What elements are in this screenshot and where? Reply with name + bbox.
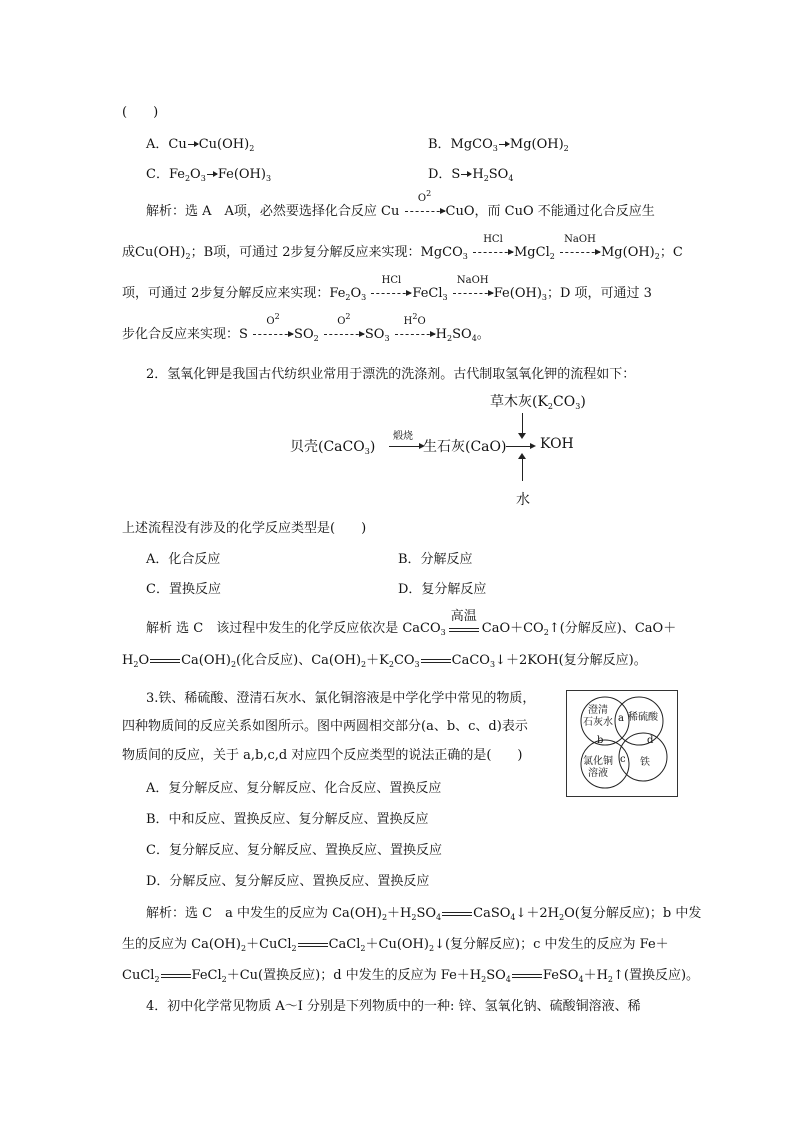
q4-stem: 4．初中化学常见物质 A～I 分别是下列物质中的一种: 锌、氢氧化钠、硫酸铜溶液、稀 <box>146 999 641 1014</box>
option-a: A．复分解反应、复分解反应、化合反应、置换反应 <box>146 781 442 796</box>
heat-equals-sign: 高温 <box>449 618 479 632</box>
venn-limewater: 澄清 石灰水 <box>583 705 613 728</box>
right-arrow-icon <box>389 446 421 447</box>
reaction-arrow: HCl <box>371 285 411 303</box>
q1-solution-line3: 项，可通过 2步复分解反应来实现：$Fe_2O_3$ HCl FeCl$_3$ NaOH $Fe(OH)_3$；D 项，可通过 3 <box>122 275 652 302</box>
option-a: A．Cu $Cu(OH)_2$ <box>146 137 255 153</box>
option-b: B．MgCO$_3$ $Mg(OH)_2$ <box>428 137 569 153</box>
flow-lime: 生石灰(CaO) <box>423 439 507 455</box>
option-b: B．分解反应 <box>398 552 473 567</box>
up-arrow-icon <box>522 457 523 481</box>
venn-iron: 铁 <box>640 757 650 768</box>
reaction-arrow: $O^2$ <box>253 326 293 344</box>
arrow-icon <box>499 144 509 145</box>
option-a: A．化合反应 <box>146 552 221 567</box>
option-c: C．置换反应 <box>146 582 221 597</box>
q2-solution-line2: $H_2O$ $Ca(OH)_2$(化合反应)、$Ca(OH)_2+K_2CO_3$ CaCO$_3$↓＋2KOH(复分解反应)。 <box>122 653 647 669</box>
venn-acid: 稀硫酸 <box>628 712 658 723</box>
option-c: C．复分解反应、复分解反应、置换反应、置换反应 <box>146 843 442 858</box>
q1-solution-line4: 步化合反应来实现：S $O^2$ $SO_2$ $O^2$ $SO_3$ $H^2O$ $H_2SO_4$。 <box>122 312 490 343</box>
venn-label-d: d <box>647 735 654 746</box>
q3-solution-line2: 生的反应为 $Ca(OH)_2+CuCl_2$ $CaCl_2+Cu(OH)_2↓$(复分解反应)；c 中发生的反应为 Fe＋ <box>122 937 669 953</box>
option-c: C．$Fe_2O_3$ $Fe(OH)_3$ <box>146 167 272 183</box>
flow-shell: 贝壳(CaCO$_3$) <box>290 439 376 456</box>
q3-venn-diagram <box>566 690 678 797</box>
option-b: B．中和反应、置换反应、复分解反应、置换反应 <box>146 812 429 827</box>
q3-solution-line1: 解析：选 C a 中发生的反应为 $Ca(OH)_2+H_2SO_4$ $CaSO_4↓+2H_2O$(复分解反应)；b 中发 <box>146 906 702 922</box>
option-d: D．S $H_2SO_4$ <box>428 167 514 183</box>
reaction-arrow: $O^2$ <box>405 203 445 221</box>
option-d: D．复分解反应 <box>398 582 487 597</box>
q2-flow-diagram <box>290 385 590 510</box>
q3-stem-line2: 四种物质间的反应关系如图所示。图中两圆相交部分(a、b、c、d)表示 <box>122 719 528 734</box>
arrow-icon <box>461 174 471 175</box>
q3-stem-line1: 3.铁、稀硫酸、澄清石灰水、氯化铜溶液是中学化学中常见的物质， <box>146 691 536 706</box>
reaction-arrow: $O^2$ <box>324 326 364 344</box>
reaction-arrow: NaOH <box>560 244 600 262</box>
q1-solution-line2: 成$Cu(OH)_2$；B项，可通过 2步复分解反应来实现：MgCO$_3$ HCl MgCl$_2$ NaOH $Mg(OH)_2$；C <box>122 234 683 261</box>
q1-solution-line1: 解析：选 A A项，必然要选择化合反应 Cu $O^2$ CuO，而 CuO 不能通过化合反应生 <box>146 189 655 219</box>
venn-label-c: c <box>620 754 626 765</box>
q3-stem-line3: 物质间的反应，关于 a,b,c,d 对应四个反应类型的说法正确的是( ) <box>122 748 523 763</box>
q2-stem: 2．氢氧化钾是我国古代纺织业常用于漂洗的洗涤剂。古代制取氢氧化钾的流程如下： <box>146 367 636 382</box>
reaction-arrow: $H^2O$ <box>395 326 435 344</box>
reaction-arrow: NaOH <box>453 285 493 303</box>
venn-label-b: b <box>597 735 604 746</box>
reaction-arrow: HCl <box>473 244 513 262</box>
venn-label-a: a <box>618 713 624 724</box>
q2-solution-line1: 解析 选 C 该过程中发生的化学反应依次是 CaCO$_3$ 高温 $CaO+CO_2↑$(分解反应)、CaO＋ <box>146 609 677 637</box>
right-arrow-icon <box>506 446 532 447</box>
venn-cucl2: 氯化铜 溶液 <box>583 756 613 779</box>
arrow-icon <box>207 174 217 175</box>
q2-question: 上述流程没有涉及的化学反应类型是( ) <box>122 521 367 536</box>
answer-paren: ( ) <box>122 105 159 120</box>
down-arrow-icon <box>522 413 523 435</box>
flow-ash: 草木灰$(K_2CO_3)$ <box>490 394 586 411</box>
flow-koh: KOH <box>540 436 574 452</box>
option-d: D．分解反应、复分解反应、置换反应、置换反应 <box>146 874 430 889</box>
flow-water: 水 <box>516 492 530 508</box>
arrow-icon <box>188 144 198 145</box>
flow-calcine-label: 煅烧 <box>393 431 413 442</box>
q3-solution-line3: CuCl$_2$ FeCl$_2$＋Cu(置换反应)；d 中发生的反应为 $Fe+H_2SO_4$ $FeSO_4+H_2↑$(置换反应)。 <box>122 968 700 984</box>
